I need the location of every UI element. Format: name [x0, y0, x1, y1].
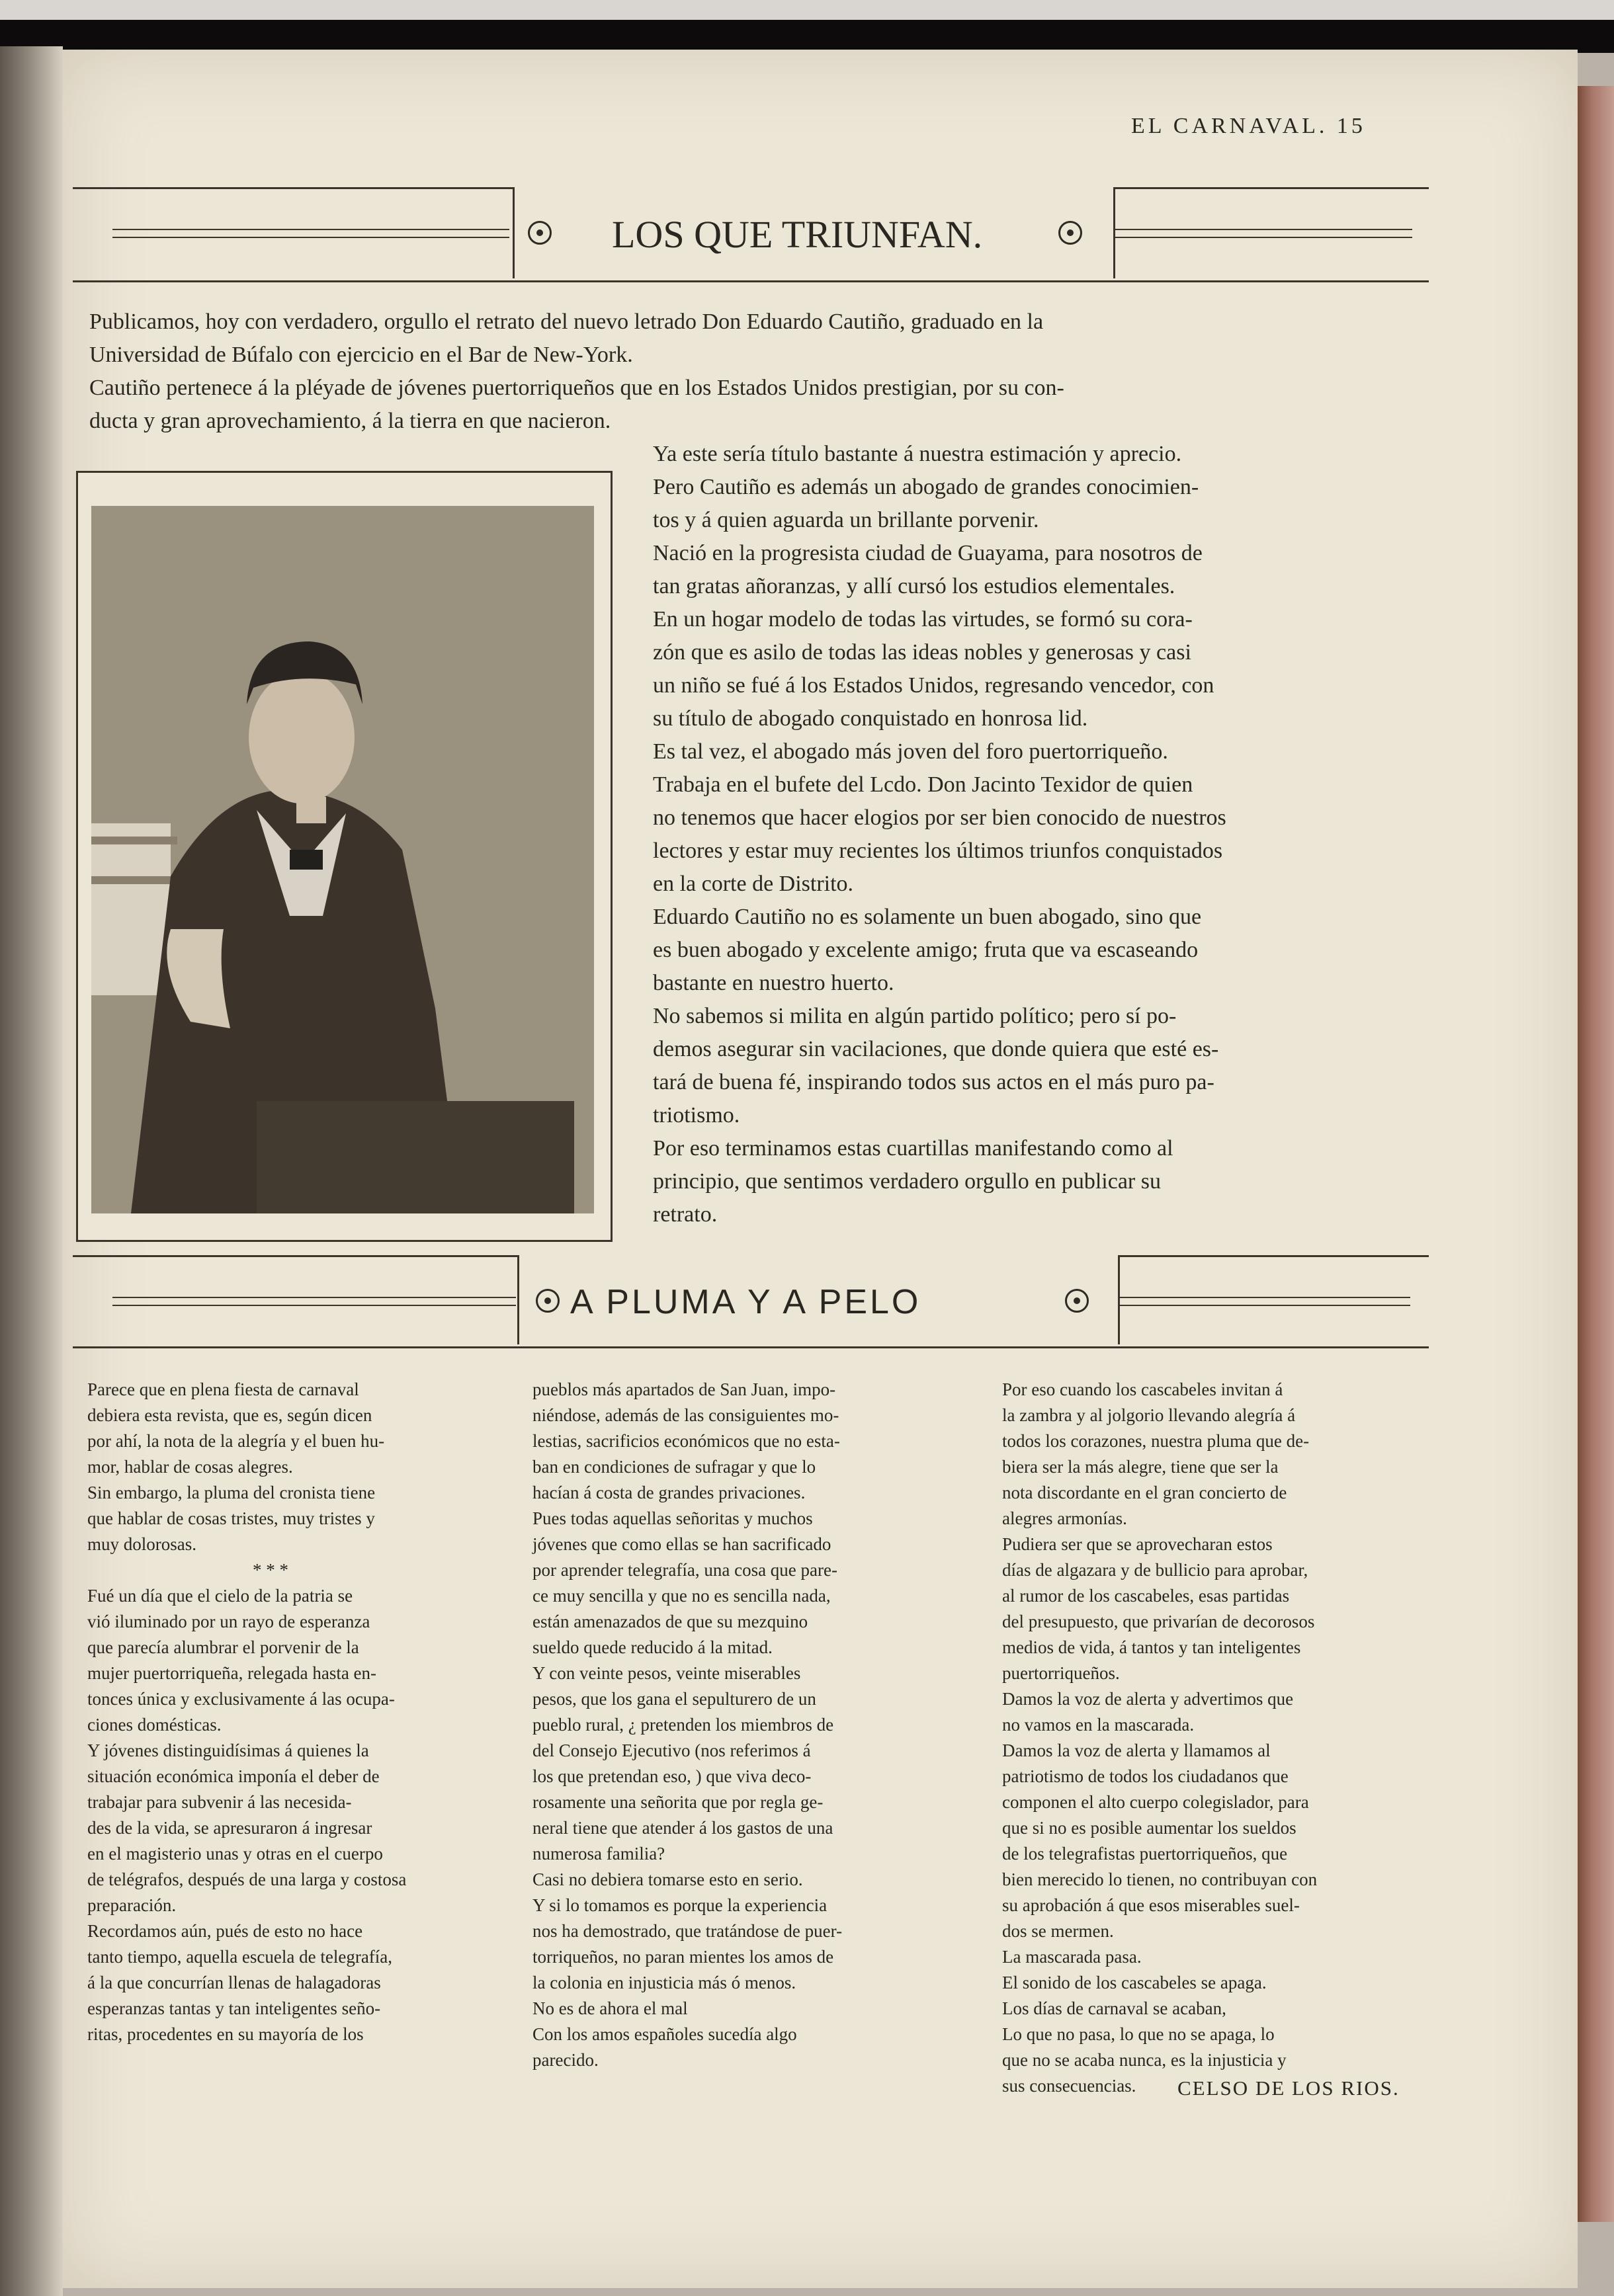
- column-line: ban en condiciones de sufragar y que lo: [532, 1457, 816, 1477]
- body-line: En un hogar modelo de todas las virtudes, se formó su cora-: [653, 607, 1193, 632]
- body-line: es buen abogado y excelente amigo; fruta que va escaseando: [653, 938, 1199, 962]
- circle-dot-ornament-icon: [528, 221, 552, 245]
- body-line: triotismo.: [653, 1103, 740, 1128]
- portrait-frame: [76, 471, 613, 1242]
- column-line: niéndose, además de las consiguientes mo-: [532, 1405, 839, 1425]
- body-line: su título de abogado conquistado en honrosa lid.: [653, 706, 1088, 731]
- column-line: sueldo quede reducido á la mitad.: [532, 1637, 773, 1657]
- intro-line: Cautiño pertenece á la pléyade de jóvenes puertorriqueños que en los Estados Unidos prestigian, por su con-: [89, 376, 1064, 400]
- column-line: que si no es posible aumentar los sueldos: [1002, 1818, 1296, 1838]
- column-line: Damos la voz de alerta y llamamos al: [1002, 1741, 1271, 1760]
- column-line: rosamente una señorita que por regla ge-: [532, 1792, 824, 1812]
- running-head: EL CARNAVAL. 15: [1131, 114, 1366, 138]
- column-line: en el magisterio unas y otras en el cuerpo: [87, 1844, 383, 1864]
- body-line: lectores y estar muy recientes los últimos triunfos conquistados: [653, 839, 1223, 863]
- article-column-1: [87, 1377, 406, 2047]
- column-line: Lo que no pasa, lo que no se apaga, lo: [1002, 2024, 1275, 2044]
- column-line: que no se acaba nunca, es la injusticia y: [1002, 2050, 1287, 2070]
- section1-body: [653, 438, 1226, 1231]
- column-line: ce muy sencilla y que no es sencilla nada,: [532, 1586, 831, 1606]
- column-line: tonces única y exclusivamente á las ocupa-: [87, 1689, 395, 1709]
- body-line: zón que es asilo de todas las ideas nobles y generosas y casi: [653, 640, 1191, 665]
- column-line: la colonia en injusticia más ó menos.: [532, 1973, 796, 1992]
- column-line: Por eso cuando los cascabeles invitan á: [1002, 1379, 1283, 1399]
- column-line: por ahí, la nota de la alegría y el buen hu-: [87, 1431, 385, 1451]
- column-line: La mascarada pasa.: [1002, 1947, 1142, 1967]
- column-line: des de la vida, se apresuraron á ingresar: [87, 1818, 372, 1838]
- column-line: Con los amos españoles sucedía algo: [532, 2024, 797, 2044]
- column-line: pueblos más apartados de San Juan, impo-: [532, 1379, 836, 1399]
- column-line: mor, hablar de cosas alegres.: [87, 1457, 293, 1477]
- body-line: tan gratas añoranzas, y allí cursó los estudios elementales.: [653, 574, 1175, 598]
- column-line: los que pretendan eso, ) que viva deco-: [532, 1766, 812, 1786]
- column-line: numerosa familia?: [532, 1844, 665, 1864]
- section1-intro: [89, 306, 1064, 438]
- column-line: ritas, procedentes en su mayoría de los: [87, 2024, 364, 2044]
- column-line: que hablar de cosas tristes, muy tristes y: [87, 1508, 375, 1528]
- column-line: sus consecuencias.: [1002, 2076, 1136, 2096]
- column-line: tanto tiempo, aquella escuela de telegrafía,: [87, 1947, 393, 1967]
- column-line: jóvenes que como ellas se han sacrificado: [532, 1534, 831, 1554]
- body-line: bastante en nuestro huerto.: [653, 971, 894, 995]
- section-title: A PLUMA Y A PELO: [570, 1283, 921, 1321]
- column-line: al rumor de los cascabeles, esas partidas: [1002, 1586, 1290, 1606]
- column-line: nos ha demostrado, que tratándose de puer-: [532, 1921, 843, 1941]
- column-line: El sonido de los cascabeles se apaga.: [1002, 1973, 1267, 1992]
- column-line: parecido.: [532, 2050, 599, 2070]
- body-line: en la corte de Distrito.: [653, 872, 854, 896]
- column-line: Y con veinte pesos, veinte miserables: [532, 1663, 801, 1683]
- portrait-photo: [91, 506, 594, 1213]
- book-spine: [0, 46, 63, 2296]
- column-line: de los telegrafistas puertorriqueños, que: [1002, 1844, 1288, 1864]
- author-signature: CELSO DE LOS RIOS.: [1177, 2076, 1400, 2100]
- column-line: alegres armonías.: [1002, 1508, 1127, 1528]
- column-line: por aprender telegrafía, una cosa que pare-: [532, 1560, 837, 1580]
- body-line: Pero Cautiño es además un abogado de grandes conocimien-: [653, 475, 1199, 499]
- column-line: ciones domésticas.: [87, 1715, 222, 1735]
- column-line: torriqueños, no paran mientes los amos de: [532, 1947, 834, 1967]
- column-line: bien merecido lo tienen, no contribuyan con: [1002, 1869, 1318, 1889]
- column-line: patriotismo de todos los ciudadanos que: [1002, 1766, 1289, 1786]
- column-line: Pudiera ser que se aprovecharan estos: [1002, 1534, 1273, 1554]
- column-line: la zambra y al jolgorio llevando alegría á: [1002, 1405, 1296, 1425]
- column-line: pesos, que los gana el sepulturero de un: [532, 1689, 816, 1709]
- column-line: Parece que en plena fiesta de carnaval: [87, 1379, 359, 1399]
- intro-line: ducta y gran aprovechamiento, á la tierra en que nacieron.: [89, 409, 611, 433]
- body-line: no tenemos que hacer elogios por ser bien conocido de nuestros: [653, 805, 1226, 830]
- body-line: retrato.: [653, 1202, 718, 1227]
- column-line: neral tiene que atender á los gastos de una: [532, 1818, 833, 1838]
- body-line: No sabemos si milita en algún partido político; pero sí po-: [653, 1004, 1177, 1028]
- body-line: un niño se fué á los Estados Unidos, regresando vencedor, con: [653, 673, 1214, 698]
- column-line: puertorriqueños.: [1002, 1663, 1120, 1683]
- column-line: vió iluminado por un rayo de esperanza: [87, 1612, 370, 1631]
- circle-dot-ornament-icon: [1065, 1289, 1089, 1313]
- column-line: á la que concurrían llenas de halagadoras: [87, 1973, 381, 1992]
- body-line: Trabaja en el bufete del Lcdo. Don Jacinto Texidor de quien: [653, 772, 1193, 797]
- column-line: muy dolorosas.: [87, 1534, 196, 1554]
- column-line: todos los corazones, nuestra pluma que de-: [1002, 1431, 1310, 1451]
- column-line: Casi no debiera tomarse esto en serio.: [532, 1869, 803, 1889]
- body-line: Nació en la progresista ciudad de Guayama, para nosotros de: [653, 541, 1203, 565]
- column-line: Y si lo tomamos es porque la experiencia: [532, 1895, 828, 1915]
- body-line: demos asegurar sin vacilaciones, que donde quiera que esté es-: [653, 1037, 1219, 1061]
- book-cover-edge: [1578, 86, 1614, 2222]
- column-line: lestias, sacrificios económicos que no esta-: [532, 1431, 840, 1451]
- column-line: dos se mermen.: [1002, 1921, 1114, 1941]
- column-line: su aprobación á que esos miserables suel-: [1002, 1895, 1300, 1915]
- column-line: del Consejo Ejecutivo (nos referimos á: [532, 1741, 811, 1760]
- body-line: principio, que sentimos verdadero orgullo en publicar su: [653, 1169, 1161, 1194]
- scan-dark-band: [0, 20, 1614, 53]
- column-line: que parecía alumbrar el porvenir de la: [87, 1637, 359, 1657]
- column-line: nota discordante en el gran concierto de: [1002, 1483, 1287, 1502]
- column-line: no vamos en la mascarada.: [1002, 1715, 1195, 1735]
- article-column-3: [1002, 1377, 1317, 2099]
- column-line: están amenazados de que su mezquino: [532, 1612, 808, 1631]
- body-line: Eduardo Cautiño no es solamente un buen abogado, sino que: [653, 905, 1202, 929]
- column-line: componen el alto cuerpo colegislador, para: [1002, 1792, 1309, 1812]
- column-line: debiera esta revista, que es, según dicen: [87, 1405, 372, 1425]
- column-line: biera ser la más alegre, tiene que ser la: [1002, 1457, 1279, 1477]
- body-line: tos y á quien aguarda un brillante porvenir.: [653, 508, 1039, 532]
- column-line: situación económica imponía el deber de: [87, 1766, 380, 1786]
- column-line: esperanzas tantas y tan inteligentes seño-: [87, 1998, 381, 2018]
- body-line: Ya este sería título bastante á nuestra estimación y aprecio.: [653, 442, 1182, 466]
- circle-dot-ornament-icon: [536, 1289, 560, 1313]
- section-banner-los-que-triunfan: [73, 187, 1429, 282]
- intro-line: Universidad de Búfalo con ejercicio en el Bar de New-York.: [89, 343, 633, 367]
- body-line: Por eso terminamos estas cuartillas manifestando como al: [653, 1136, 1173, 1161]
- column-line: del presupuesto, que privarían de decorosos: [1002, 1612, 1315, 1631]
- portrait-illustration: [91, 506, 594, 1213]
- column-line: días de algazara y de bullicio para aprobar,: [1002, 1560, 1308, 1580]
- column-line: hacían á costa de grandes privaciones.: [532, 1483, 806, 1502]
- column-line: No es de ahora el mal: [532, 1998, 688, 2018]
- column-line: preparación.: [87, 1895, 177, 1915]
- section-title: LOS QUE TRIUNFAN.: [612, 213, 983, 256]
- column-line: Recordamos aún, pués de esto no hace: [87, 1921, 363, 1941]
- column-line: pueblo rural, ¿ pretenden los miembros de: [532, 1715, 834, 1735]
- circle-dot-ornament-icon: [1058, 221, 1082, 245]
- column-line: Pues todas aquellas señoritas y muchos: [532, 1508, 813, 1528]
- body-line: tará de buena fé, inspirando todos sus actos en el más puro pa-: [653, 1070, 1214, 1094]
- column-line: de telégrafos, después de una larga y costosa: [87, 1869, 407, 1889]
- column-line: mujer puertorriqueña, relegada hasta en-: [87, 1663, 377, 1683]
- column-line: Los días de carnaval se acaban,: [1002, 1998, 1226, 2018]
- column-line: medios de vida, á tantos y tan inteligentes: [1002, 1637, 1301, 1657]
- section-banner-a-pluma-y-a-pelo: [73, 1255, 1429, 1348]
- body-line: Es tal vez, el abogado más joven del foro puertorriqueño.: [653, 739, 1168, 764]
- article-column-2: [532, 1377, 842, 2073]
- column-line: Sin embargo, la pluma del cronista tiene: [87, 1483, 376, 1502]
- asterism: * * *: [253, 1560, 288, 1580]
- column-line: trabajar para subvenir á las necesida-: [87, 1792, 352, 1812]
- column-line: Damos la voz de alerta y advertimos que: [1002, 1689, 1294, 1709]
- column-line: Fué un día que el cielo de la patria se: [87, 1586, 353, 1606]
- column-line: Y jóvenes distinguidísimas á quienes la: [87, 1741, 369, 1760]
- intro-line: Publicamos, hoy con verdadero, orgullo el retrato del nuevo letrado Don Eduardo Cautiño, graduado en la: [89, 309, 1044, 334]
